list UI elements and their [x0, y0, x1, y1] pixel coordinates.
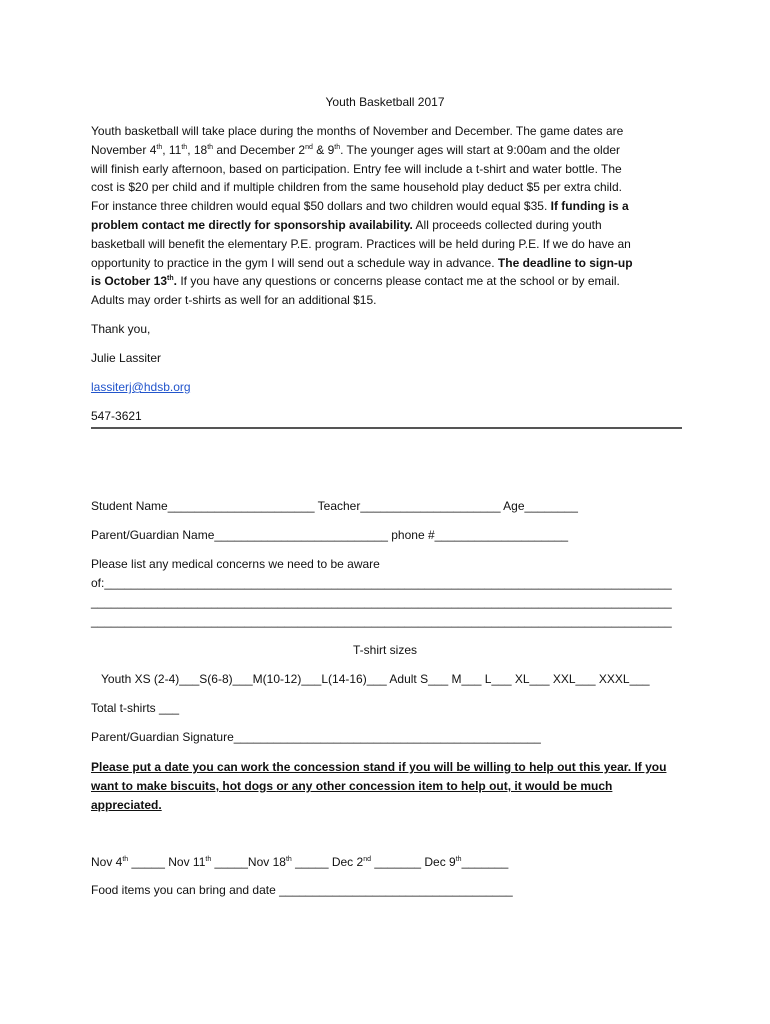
medical-field-line-2[interactable]: _______________________________________________________________________________________	[91, 595, 672, 609]
contact-phone: 547-3621	[91, 409, 142, 423]
tshirt-sizes-field[interactable]: Youth XS (2-4)___S(6-8)___M(10-12)___L(14-16)___ Adult S___ M___ L___ XL___ XXL___ XXXL___	[101, 672, 650, 686]
medical-field-line-1[interactable]: of:_____________________________________________________________________________________	[91, 576, 672, 590]
thanks-text: Thank you,	[91, 322, 151, 336]
contact-email-link[interactable]: lassiterj@hdsb.org	[91, 380, 191, 394]
total-tshirts-field[interactable]: Total t-shirts ___	[91, 701, 180, 715]
medical-label: Please list any medical concerns we need to be aware	[91, 557, 380, 571]
document-title: Youth Basketball 2017	[325, 95, 445, 109]
contact-name: Julie Lassiter	[91, 351, 162, 365]
student-name-field[interactable]: Student Name______________________ Teacher_____________________ Age________	[91, 499, 578, 513]
signature-field[interactable]: Parent/Guardian Signature______________________________________________	[91, 730, 541, 744]
tshirt-sizes-heading: T-shirt sizes	[352, 643, 417, 657]
concession-note: Please put a date you can work the concession stand if you will be willing to help out this year. If you want to make biscuits, hot dogs or any other concession item to help out, it would be much appreciated.	[91, 760, 667, 812]
info-paragraph: Youth basketball will take place during the months of November and December. The game dates are November 4th, 11th, 18th and December 2nd & 9th. The younger ages will start at 9:00am and the older will finish early afternoon, based on participation. Entry fee will include a t-shirt and water bottle. The cost is $20 per child and if multiple children from the same household play deduct $5 per extra child. For instance three children would equal $50 dollars and two children would equal $35. If funding is a problem contact me directly for sponsorship availability. All proceeds collected during youth basketball will benefit the elementary P.E. program. Practices will be held during P.E. If we do have an opportunity to practice in the gym I will send out a schedule way in advance. The deadline to sign-up is October 13th. If you have any questions or concerns please contact me at the school or by email. Adults may order t-shirts as well for an additional $15.	[91, 124, 633, 308]
food-items-field[interactable]: Food items you can bring and date ___________________________________	[91, 883, 513, 897]
parent-name-field[interactable]: Parent/Guardian Name__________________________ phone #____________________	[91, 528, 569, 542]
concession-dates-field[interactable]: Nov 4th _____ Nov 11th _____Nov 18th _____ Dec 2nd _______ Dec 9th_______	[91, 855, 509, 869]
section-divider	[91, 427, 682, 429]
medical-field-line-3[interactable]: _______________________________________________________________________________________	[91, 614, 672, 628]
